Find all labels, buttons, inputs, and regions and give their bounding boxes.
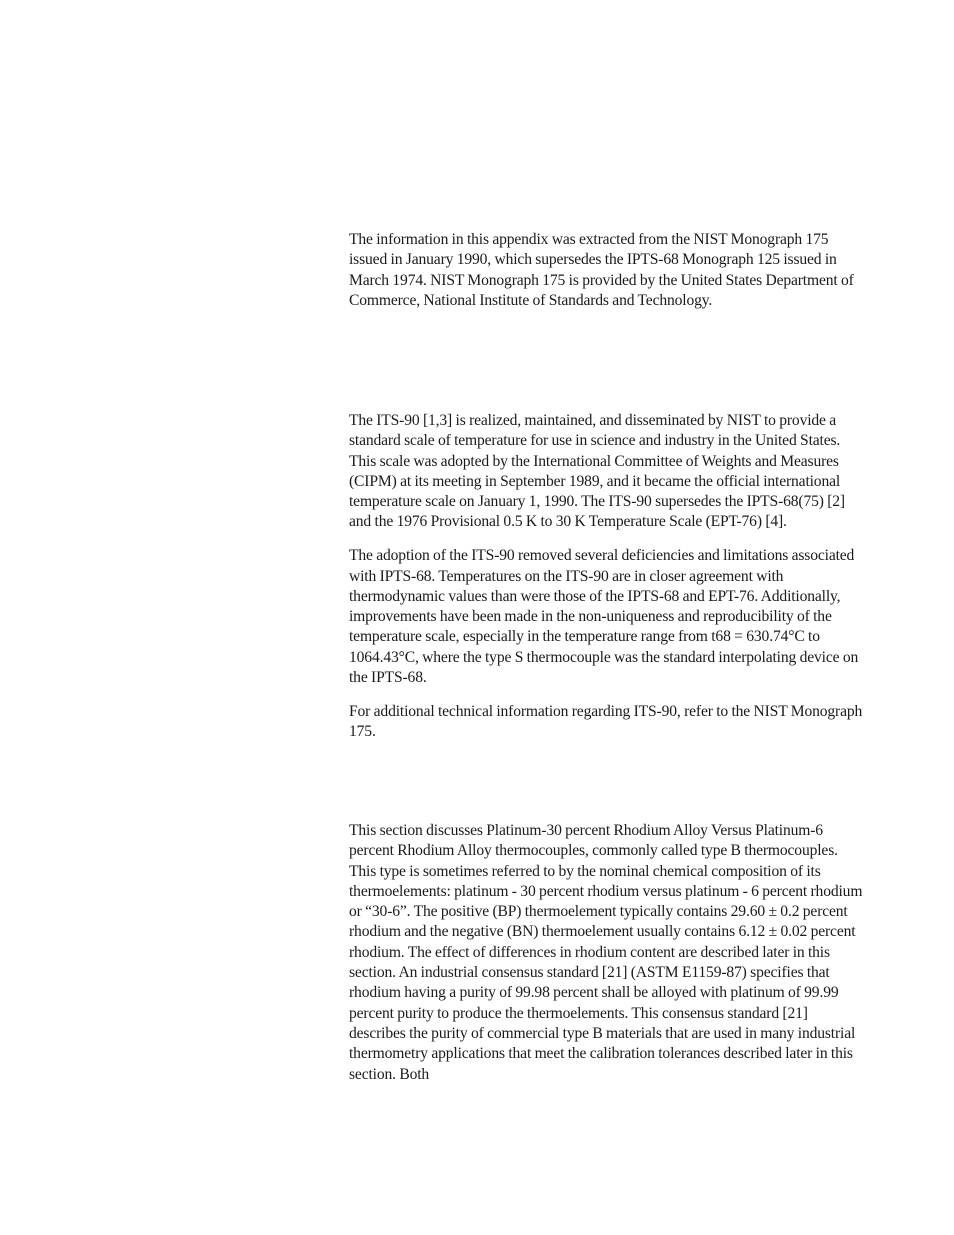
section-nist-source <box>349 230 865 325</box>
paragraph: The adoption of the ITS-90 removed several deficiencies and limitations associated with IPTS-68. Temperatures on the ITS-90 are in closer agreement with thermodynamic values than were those of the IPTS-68 and EPT-76. Additionally, improvements have been made in the non-uniqueness and reproducibility of the temperature scale, especially in the temperature range from t68 = 630.74°C to 1064.43°C, where the type S thermocouple was the standard interpolating device on the IPTS-68. <box>349 547 859 687</box>
paragraph: This section discusses Platinum-30 percent Rhodium Alloy Versus Platinum-6 percent Rhodium Alloy thermocouples, commonly called type B thermocouples. This type is sometimes referred to by the nominal chemical composition of its thermoelements: platinum - 30 percent rhodium versus platinum - 6 percent rhodium or “30-6”. The positive (BP) thermoelement typically contains 29.60 ± 0.2 percent rhodium and the negative (BN) thermoelement usually contains 6.12 ± 0.02 percent rhodium. The effect of differences in rhodium content are described later in this section. An industrial consensus standard [21] (ASTM E1159-87) specifies that rhodium having a purity of 99.98 percent shall be alloyed with platinum of 99.99 percent purity to produce the thermoelements. This consensus standard [21] describes the purity of commercial type B materials that are used in many industrial thermometry applications that meet the calibration tolerances described later in this section. Both <box>349 822 863 1083</box>
paragraph: For additional technical information regarding ITS-90, refer to the NIST Monograph 175. <box>349 702 863 741</box>
paragraph: The ITS-90 [1,3] is realized, maintained, and disseminated by NIST to provide a standard scale of temperature for use in science and industry in the United States. This scale was adopted by the International Committee of Weights and Measures (CIPM) at its meeting in September 1989, and it became the official international temperature scale on January 1, 1990. The ITS-90 supersedes the IPTS-68(75) [2] and the 1976 Provisional 0.5 K to 30 K Temperature Scale (EPT-76) [4]. <box>349 412 845 531</box>
paragraph: The information in this appendix was extracted from the NIST Monograph 175 issued in January 1990, which supersedes the IPTS-68 Monograph 125 issued in March 1974. NIST Monograph 175 is provided by the United States Department of Commerce, National Institute of Standards and Technology. <box>349 231 854 309</box>
section-its-90 <box>349 411 865 756</box>
section-type-b-thermocouples <box>349 821 865 1098</box>
